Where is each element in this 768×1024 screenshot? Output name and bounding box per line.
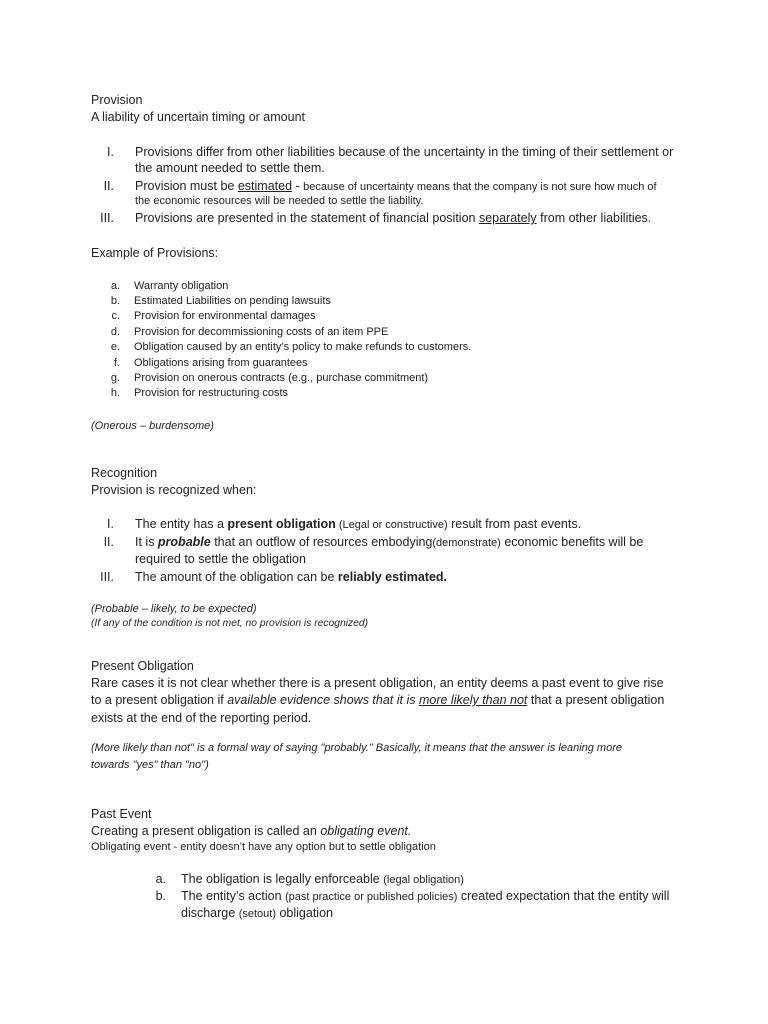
point-text: required to settle the obligation <box>135 552 306 566</box>
list-number: I. <box>107 517 114 531</box>
list-item-text: Provision for decommissioning costs of an item PPE <box>134 326 389 338</box>
point-text <box>135 534 643 551</box>
list-letter: a. <box>110 280 120 292</box>
list-item-text <box>181 888 669 905</box>
text-part: discharge <box>181 906 239 920</box>
list-letter: a. <box>155 872 166 886</box>
point-text-part: that an outflow of resources embodying <box>210 535 433 549</box>
probable-note: (Probable – likely, to be expected) <box>91 603 257 615</box>
bold-italic-term: probable <box>157 535 211 549</box>
present-obligation-heading: Present Obligation <box>91 659 194 673</box>
point-text <box>135 569 447 586</box>
list-letter: b. <box>155 889 166 903</box>
small-note: (past practice or published policies) <box>285 891 458 903</box>
underlined-term: estimated <box>237 179 293 193</box>
list-letter: b. <box>110 295 120 307</box>
text-part: to a present obligation if <box>91 693 228 707</box>
underlined-term: separately <box>478 211 537 225</box>
list-letter: f. <box>113 357 120 369</box>
point-text-part: Provision must be <box>135 179 238 193</box>
list-number: II. <box>103 179 114 193</box>
point-text <box>135 210 651 227</box>
list-number: I. <box>107 145 114 159</box>
point-text <box>135 178 657 195</box>
text-part: obligation <box>275 906 333 920</box>
point-text: the economic resources will be needed to settle the liability. <box>135 195 424 207</box>
small-note: (setout) <box>238 908 276 920</box>
underlined-term: more likely than not <box>418 693 528 707</box>
point-text-part: economic benefits will be <box>500 535 644 549</box>
point-text-part: It is <box>135 535 158 549</box>
past-event-heading: Past Event <box>91 807 152 821</box>
list-item-text: Provision for restructuring costs <box>134 387 289 399</box>
more-likely-note: towards "yes" than "no") <box>91 759 209 771</box>
condition-note: (If any of the condition is not met, no provision is recognized) <box>91 618 369 629</box>
point-text-part: The amount of the obligation can be <box>135 570 338 584</box>
recognition-heading: Recognition <box>91 466 158 480</box>
point-text-part: Provisions are presented in the statement of financial position <box>135 211 479 225</box>
list-letter: g. <box>110 372 120 384</box>
onerous-note: (Onerous – burdensome) <box>91 420 214 432</box>
bold-term: reliably estimated. <box>337 570 447 584</box>
more-likely-note: (More likely than not" is a formal way of saying "probably." Basically, it means that the answer is leaning more <box>91 742 622 754</box>
list-item-text: Estimated Liabilities on pending lawsuits <box>134 295 331 307</box>
italic-text: available evidence shows that it is <box>227 693 419 707</box>
text-part: that a present obligation <box>527 693 665 707</box>
point-text <box>135 516 581 533</box>
provision-heading: Provision <box>91 93 143 107</box>
list-item-text: Obligations arising from guarantees <box>134 357 308 369</box>
list-letter: c. <box>111 310 120 322</box>
present-obligation-text: exists at the end of the reporting period. <box>91 711 312 725</box>
list-number: III. <box>100 211 114 225</box>
list-item-text: Provision for environmental damages <box>134 310 316 322</box>
list-letter: d. <box>110 326 120 338</box>
list-item-text <box>181 871 464 888</box>
point-text-part: result from past events. <box>447 517 582 531</box>
recognition-intro: Provision is recognized when: <box>91 483 257 497</box>
list-letter: h. <box>110 387 120 399</box>
point-text-part: The entity has a <box>135 517 228 531</box>
list-number: III. <box>100 570 114 584</box>
point-text: Provisions differ from other liabilities because of the uncertainty in the timing of their settlement or <box>135 145 674 159</box>
small-note: (demonstrate) <box>432 537 501 549</box>
bold-term: present obligation <box>227 517 336 531</box>
list-letter: e. <box>110 341 120 353</box>
point-text-part: from other liabilities. <box>536 211 652 225</box>
present-obligation-text <box>91 692 664 709</box>
list-item-text: Obligation caused by an entity’s policy to make refunds to customers. <box>134 341 472 353</box>
small-note: (Legal or constructive) <box>335 519 448 531</box>
list-item-text <box>181 905 333 922</box>
past-event-text: Obligating event - entity doesn’t have any option but to settle obligation <box>91 841 436 853</box>
text-part: The obligation is legally enforceable <box>181 872 384 886</box>
text-part: The entity’s action <box>181 889 285 903</box>
point-text-part: - <box>292 179 304 193</box>
list-item-text: Provision on onerous contracts (e.g., purchase commitment) <box>134 372 429 384</box>
small-note: because of uncertainty means that the company is not sure how much of <box>303 181 657 193</box>
small-note: (legal obligation) <box>383 874 464 886</box>
list-item-text: Warranty obligation <box>134 280 229 292</box>
list-number: II. <box>103 535 114 549</box>
past-event-text <box>91 823 411 840</box>
examples-heading: Example of Provisions: <box>91 246 219 260</box>
present-obligation-text: Rare cases it is not clear whether there is a present obligation, an entity deems a past event to give rise <box>91 676 664 690</box>
point-text: the amount needed to settle them. <box>135 161 325 175</box>
text-part: created expectation that the entity will <box>457 889 670 903</box>
text-part: Creating a present obligation is called an <box>91 824 321 838</box>
italic-text: obligating event. <box>320 824 412 838</box>
provision-definition: A liability of uncertain timing or amount <box>91 110 305 124</box>
